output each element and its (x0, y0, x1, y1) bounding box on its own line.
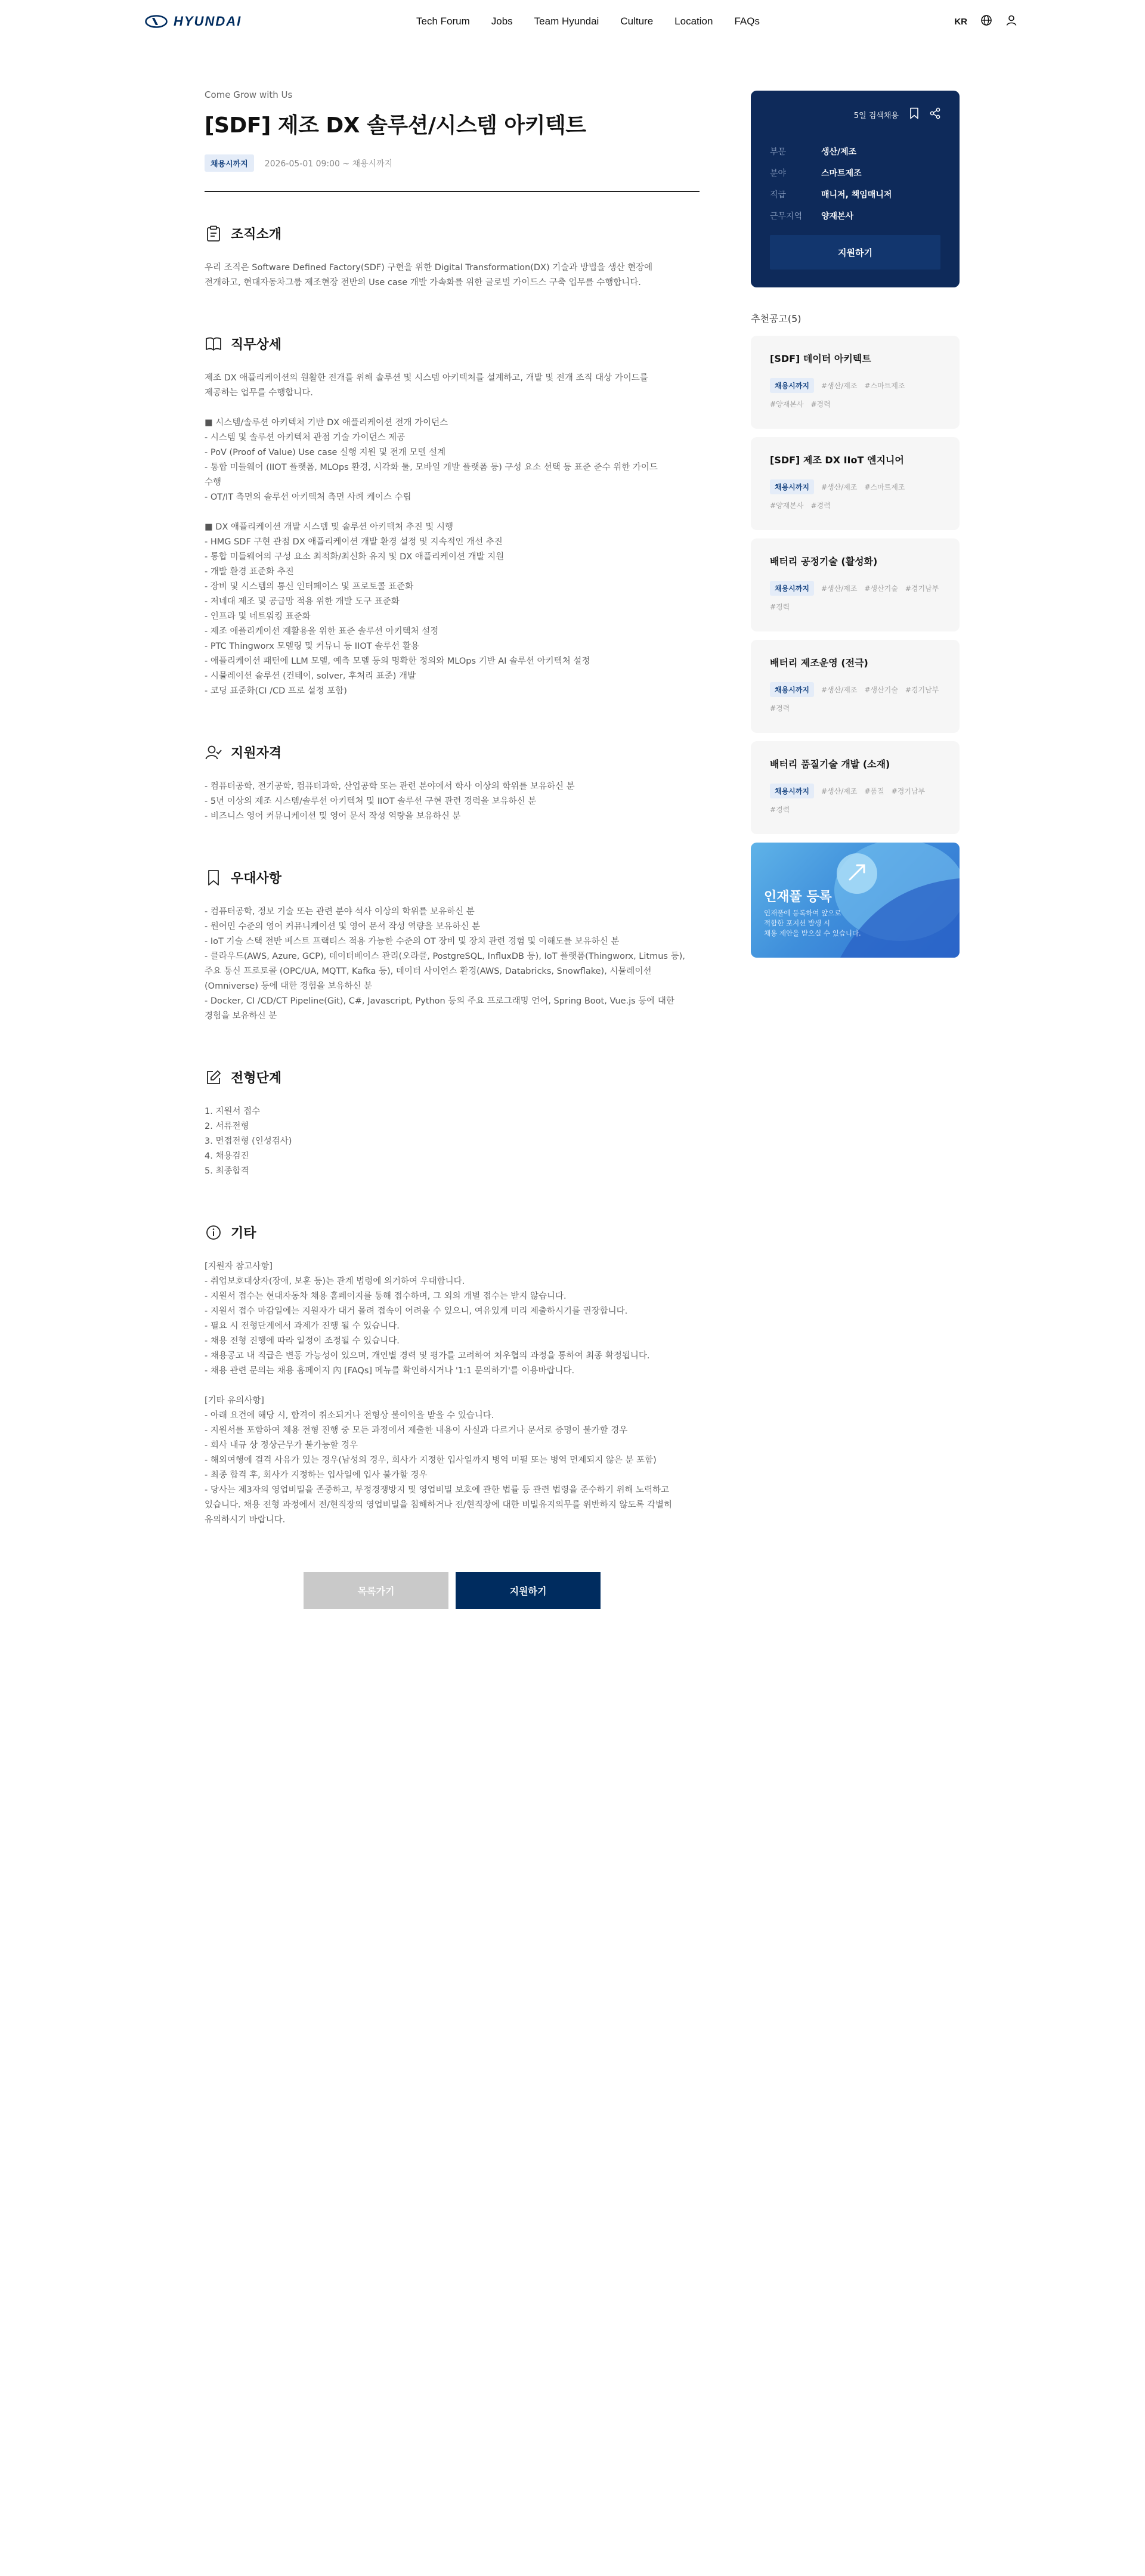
section-process (205, 1068, 700, 1179)
section-body-process: 1. 지원서 접수 2. 서류전형 3. 면접전형 (인성검사) 4. 채용검진 5. 최종합격 (205, 1107, 292, 1176)
hyundai-logo[interactable] (145, 13, 242, 30)
section-title-duty: 직무상세 (231, 338, 282, 352)
clipboard-icon (205, 225, 222, 243)
nav-jobs[interactable]: Jobs (491, 16, 513, 27)
list-button[interactable]: 목록가기 (304, 1572, 448, 1609)
section-title-process: 전형단계 (231, 1071, 282, 1086)
section-etc (205, 1223, 700, 1528)
bottom-actions (205, 1572, 700, 1609)
info-row-division: 부문 생산/제조 (770, 147, 857, 157)
recommend-card[interactable]: [SDF] 제조 DX IIoT 엔지니어 채용시까지 #생산/제조 #스마트제조 #양재본사 #경력 (751, 437, 960, 530)
section-preferred (205, 868, 700, 1024)
apply-button[interactable]: 지원하기 (456, 1572, 601, 1609)
section-body-etc: [지원자 참고사항] - 취업보호대상자(장애, 보훈 등)는 관계 법령에 의거하여 우대합니다. - 지원서 접수는 현대자동차 채용 홈페이지를 통해 접수하며, 그 외의 개별 접수는 받지 않습니다. - 지원서 접수 마감일에는 지원자가 대거 몰려 접속이 어려울 수 있으니, 여유있게 미리 제출하시기를 권장합니다. - 필요 시 전형단계에서 과제가 진행 될 수 있습니다. - 채용 전형 진행에 따라 일정이 조정될 수 있습니다. - 채용공고 내 직급은 변동 가능성이 있으며, 개인별 경력 및 평가를 고려하여 처우협의 과정을 통하여 최종 확정됩니다. - 채용 관련 문의는 채용 홈페이지 內 [FAQs] 메뉴를 확인하시거나 '1:1 문의하기'를 이용바랍니다. [기타 유의사항] - 아래 요건에 해당 시, 합격이 취소되거나 전형상 불이익을 받을 수 있습니다. - 지원서를 포함하여 채용 전형 진행 중 모든 과정에서 제출한 내용이 사실과 다르거나 문서로 증명이 불가할 경우 - 회사 내규 상 정상근무가 불가능할 경우 - 해외여행에 결격 사유가 있는 경우(남성의 경우, 회사가 지정한 입사일까지 병역 미필 또는 병역 면제되지 않은 분 포함) - 최종 합격 후, 회사가 지정하는 입사일에 입사 불가할 경우 - 당사는 제3자의 영업비밀을 존중하고, 부정경쟁방지 및 영업비밀 보호에 관한 법률 등 관련 법령을 준수하기 위해 노력하고 있습니다. 채용 전형 과정에서 전/현직장의 영업비밀을 침해하거나 전/현직장에 대한 비밀유지의무를 위반하지 않도록 각별히 유의하시기 바랍니다. (205, 1262, 673, 1525)
eyebrow-text: Come Grow with Us (205, 89, 293, 100)
language-toggle[interactable]: KR (954, 16, 967, 27)
section-title-etc: 기타 (231, 1226, 256, 1241)
recommend-card[interactable]: 배터리 품질기술 개발 (소재) 채용시까지 #생산/제조 #품질 #경기남부 #경력 (751, 741, 960, 834)
section-body-preferred: - 컴퓨터공학, 정보 기술 또는 관련 분야 석사 이상의 학위를 보유하신 분 - 원어민 수준의 영어 커뮤니케이션 및 영어 문서 작성 역량을 보유하신 분 - IoT 기술 스택 전반 베스트 프랙티스 적용 가능한 수준의 OT 장비 및 장치 관련 경험 및 이해도를 보유하신 분 - 클라우드(AWS, Azure, GCP), 데이터베이스 관리(오라클, PostgreSQL, InfluxDB 등), IoT 플랫폼(Thingworx, Litmus 등), 주요 통신 프로토콜 (OPC/UA, MQTT, Kafka 등), 데이터 사이언스 환경(AWS, Databricks, Snowflake), 시뮬레이션 (Omniverse) 등에 대한 경험을 보유하신 분 - Docker, CI /CD/CT Pipeline(Git), C#, Javascript, Python 등의 주요 프로그래밍 언어, Spring Boot, Vue.js 등에 대한 경험을 보유하신 분 (205, 907, 685, 1021)
hyundai-emblem-icon (145, 15, 168, 28)
nav-team-hyundai[interactable]: Team Hyundai (534, 16, 599, 27)
nav-tech-forum[interactable]: Tech Forum (416, 16, 470, 27)
section-body-duty: 제조 DX 애플리케이션의 원활한 전개를 위해 솔루션 및 시스템 아키텍처를 설계하고, 개발 및 전개 조직 대상 가이드를 제공하는 업무를 수행합니다. ■ 시스템/솔루션 아키텍처 기반 DX 애플리케이션 전개 가이던스 - 시스템 및 솔루션 아키텍처 관점 기술 가이던스 제공 - PoV (Proof of Value) Use case 실행 지원 및 전개 모델 설계 - 통합 미들웨어 (IIOT 플랫폼, MLOps 환경, 시각화 툴, 모바일 개발 플랫폼 등) 구성 요소 선택 등 표준 준수 위한 가이드 수행 - OT/IT 측면의 솔루션 아키텍처 측면 사례 케이스 수립 ■ DX 애플리케이션 개발 시스템 및 솔루션 아키텍처 추진 및 시행 - HMG SDF 구현 관점 DX 애플리케이션 개발 환경 설정 및 지속적인 개선 추진 - 통합 미들웨어의 구성 요소 최적화/최신화 유지 및 DX 애플리케이션 개발 지원 - 개발 환경 표준화 추진 - 장비 및 시스템의 통신 인터페이스 및 프로토콜 표준화 - 저네대 제조 및 공급망 적용 위한 개발 도구 표준화 - 인프라 및 네트워킹 표준화 - 제조 애플리케이션 재활용을 위한 표준 솔루션 아키텍처 설정 - PTC Thingworx 모델링 및 커뮤니 등 IIOT 솔루션 활용 - 애플리케이션 패턴에 LLM 모델, 예측 모델 등의 명확한 정의와 MLOps 기반 AI 솔루션 아키텍처 설정 - 시뮬레이션 솔루션 (컨테이, solver, 후처리 표준) 개발 - 코딩 표준화(CI /CD 프로 설정 포함) (205, 373, 658, 696)
info-row-location: 근무지역 양재본사 (770, 212, 854, 221)
user-icon[interactable] (1005, 14, 1017, 29)
share-icon[interactable] (930, 107, 940, 122)
nav-location[interactable]: Location (674, 16, 713, 27)
title-divider (205, 191, 700, 192)
globe-icon[interactable] (980, 14, 992, 29)
info-row-rank: 직급 매니저, 책임매니저 (770, 190, 892, 200)
talent-pool-desc: 인재풀에 등록하여 앞으로 적합한 포지션 발생 시 채용 제안을 받으실 수 있습니다. (764, 909, 861, 937)
header-utilities (954, 14, 1017, 29)
section-qualification (205, 743, 700, 824)
section-title-org: 조직소개 (231, 227, 282, 242)
posting-period: 2026-05-01 09:00 ~ 채용시까지 (264, 159, 393, 169)
bookmark-icon[interactable] (909, 107, 919, 122)
section-title-qualification: 지원자격 (231, 746, 282, 761)
talent-pool-banner[interactable] (751, 843, 960, 958)
nav-culture[interactable]: Culture (620, 16, 654, 27)
section-body-qualification: - 컴퓨터공학, 전기공학, 컴퓨터과학, 산업공학 또는 관련 분야에서 학사 이상의 학위를 보유하신 분 - 5년 이상의 제조 시스템/솔루션 아키텍처 및 IIOT 솔루션 구현 관련 경력을 보유하신 분 - 비즈니스 영어 커뮤니케이션 및 영어 문서 작성 역량을 보유하신 분 (205, 782, 575, 821)
nav-faqs[interactable]: FAQs (734, 16, 760, 27)
info-icon (205, 1224, 222, 1241)
book-icon (205, 335, 222, 353)
main-nav (416, 16, 781, 27)
sidebar-apply-button[interactable]: 지원하기 (770, 235, 940, 270)
job-meta (205, 154, 700, 172)
section-body-org: 우리 조직은 Software Defined Factory(SDF) 구현을 위한 Digital Transformation(DX) 기술과 방법을 생산 현장에 전개하고, 현대자동차그룹 제조현장 전반의 Use case 개발 가속화를 위한 글로벌 가이드스 구축 업무를 수행합니다. (205, 263, 653, 287)
section-org (205, 224, 700, 290)
recommend-title: 추천공고(5) (751, 313, 802, 324)
user-check-icon (205, 744, 222, 761)
page-title: [SDF] 제조 DX 솔루션/시스템 아키텍트 (205, 113, 586, 138)
apply-card (751, 91, 960, 287)
info-row-field: 분야 스마트제조 (770, 169, 862, 178)
section-duty (205, 335, 700, 699)
deadline-badge: 채용시까지 (205, 154, 254, 172)
site-header (0, 0, 1145, 43)
bookmark-icon (205, 869, 222, 887)
sidebar (751, 91, 960, 958)
recommend-card[interactable]: [SDF] 데이터 아키텍트 채용시까지 #생산/제조 #스마트제조 #양재본사 #경력 (751, 336, 960, 429)
recommend-card[interactable]: 배터리 공정기술 (활성화) 채용시까지 #생산/제조 #생산기술 #경기남부 #경력 (751, 538, 960, 631)
edit-icon (205, 1069, 222, 1086)
section-title-preferred: 우대사항 (231, 871, 282, 886)
job-detail (205, 89, 700, 1609)
talent-pool-title: 인재풀 등록 (764, 890, 832, 905)
logo-text: HYUNDAI (174, 14, 242, 29)
apply-status: 5일 검색채용 (853, 111, 899, 120)
recommend-card[interactable]: 배터리 제조운영 (전극) 채용시까지 #생산/제조 #생산기술 #경기남부 #경력 (751, 640, 960, 733)
